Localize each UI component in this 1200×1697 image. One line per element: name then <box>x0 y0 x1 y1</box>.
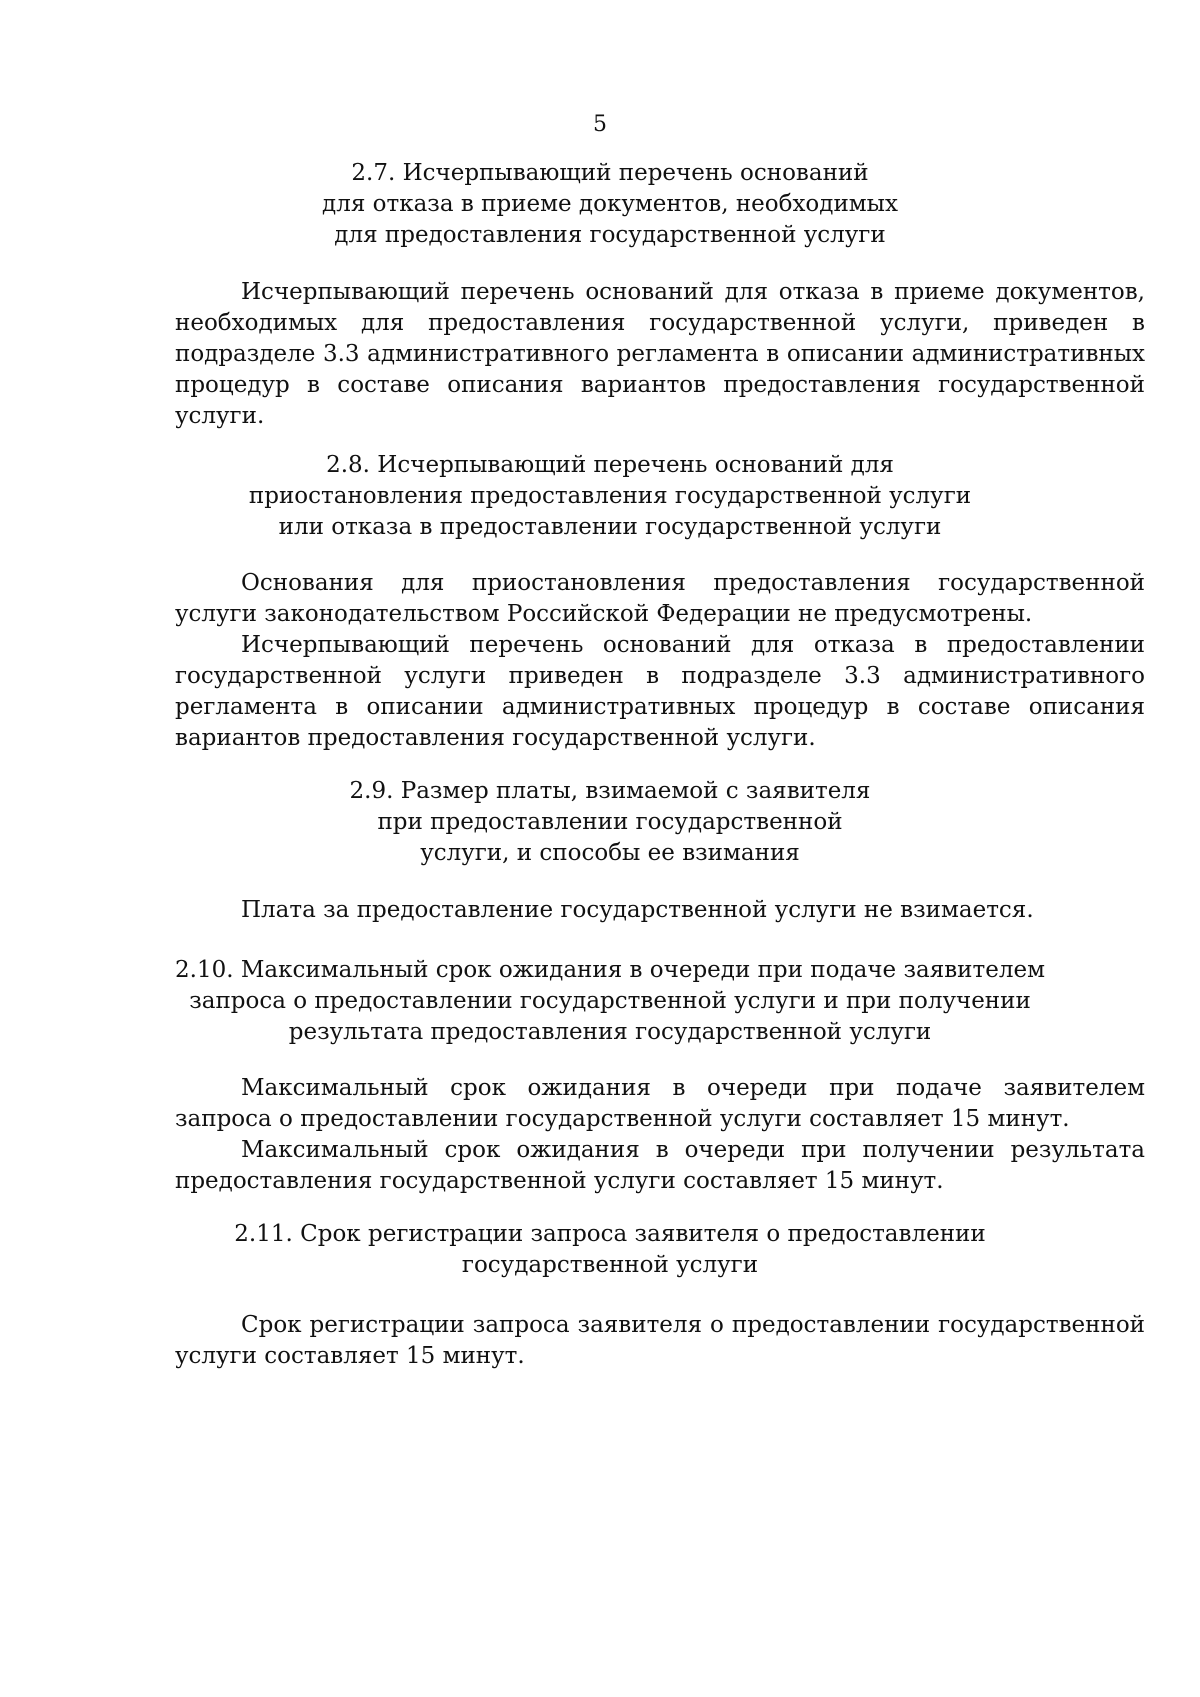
paragraph: Максимальный срок ожидания в очереди при подаче заявителем запроса о предоставлении государственной услуги составляет 15 минут. <box>175 1075 1145 1132</box>
heading-line: государственной услуги <box>461 1252 759 1278</box>
page-number: 5 <box>593 112 607 137</box>
heading-line: 2.8. Исчерпывающий перечень оснований для <box>326 452 894 478</box>
section-heading-2-11 <box>175 1219 1045 1281</box>
heading-line: при предоставлении государственной <box>377 809 843 835</box>
heading-line: для отказа в приеме документов, необходимых <box>322 191 898 217</box>
heading-line: 2.11. Срок регистрации запроса заявителя о предоставлении <box>234 1221 986 1247</box>
heading-line: 2.7. Исчерпывающий перечень оснований <box>351 160 869 186</box>
paragraph: Основания для приостановления предоставления государственной услуги законодательством Российской Федерации не предусмотрены. <box>175 570 1145 627</box>
section-body-2-8 <box>175 568 1145 754</box>
paragraph: Исчерпывающий перечень оснований для отказа в предоставлении государственной услуги приведен в подразделе 3.3 административного регламента в описании административных процедур в составе описания вариантов предоставления государственной услуги. <box>175 632 1145 751</box>
paragraph: Исчерпывающий перечень оснований для отказа в приеме документов, необходимых для предоставления государственной услуги, приведен в подразделе 3.3 административного регламента в описании административных процедур в составе описания вариантов предоставления государственной услуги. <box>175 279 1145 429</box>
paragraph: Максимальный срок ожидания в очереди при получении результата предоставления государственной услуги составляет 15 минут. <box>175 1137 1145 1194</box>
section-heading-2-8 <box>175 450 1045 543</box>
section-heading-2-10 <box>175 955 1045 1048</box>
heading-line: результата предоставления государственной услуги <box>288 1019 932 1045</box>
heading-line: 2.9. Размер платы, взимаемой с заявителя <box>349 778 871 804</box>
section-heading-2-7 <box>175 158 1045 251</box>
section-heading-2-9 <box>175 776 1045 869</box>
heading-line: 2.10. Максимальный срок ожидания в очереди при подаче заявителем <box>175 957 1045 983</box>
section-body-2-10 <box>175 1073 1145 1197</box>
section-body-2-9 <box>175 895 1145 926</box>
heading-line: или отказа в предоставлении государственной услуги <box>278 514 942 540</box>
heading-line: для предоставления государственной услуги <box>334 222 886 248</box>
section-body-2-7 <box>175 277 1145 432</box>
heading-line: приостановления предоставления государственной услуги <box>248 483 972 509</box>
heading-line: запроса о предоставлении государственной услуги и при получении <box>189 988 1031 1014</box>
heading-line: услуги, и способы ее взимания <box>420 840 800 866</box>
paragraph: Срок регистрации запроса заявителя о предоставлении государственной услуги составляет 15 минут. <box>175 1312 1145 1369</box>
paragraph: Плата за предоставление государственной услуги не взимается. <box>241 897 1034 923</box>
section-body-2-11 <box>175 1310 1145 1372</box>
